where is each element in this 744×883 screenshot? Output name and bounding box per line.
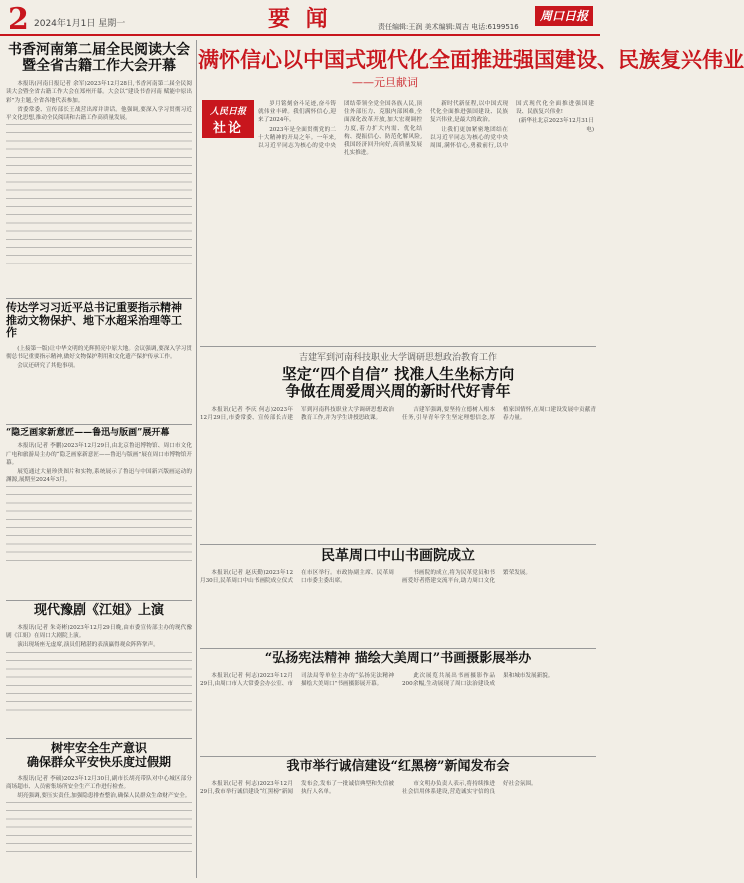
paragraph: 本报讯(记者 何志)2023年12月29日,由周口市人大常委会办公室、市司法局等单位主办的“弘扬宪法精神 描绘大美周口”书画摄影展开幕。 bbox=[200, 672, 394, 688]
divider bbox=[6, 298, 192, 299]
article-title: “弘扬宪法精神 描绘大美周口”书画摄影展举办 bbox=[264, 651, 532, 666]
article-reading-conference bbox=[6, 42, 192, 297]
article-body bbox=[6, 624, 192, 650]
article-safety-inspection bbox=[6, 742, 192, 878]
divider bbox=[200, 756, 596, 757]
divider bbox=[6, 424, 192, 425]
article-title: 现代豫剧《江姐》上演 bbox=[33, 603, 164, 618]
article-title-line-1: 坚定“四个自信” 找准人生坐标方向 bbox=[281, 365, 515, 383]
paragraph: 会议还研究了其他事项。 bbox=[17, 363, 79, 370]
left-column bbox=[6, 42, 192, 878]
article-body bbox=[200, 780, 596, 872]
page-date: 2024年1月1日 星期一 bbox=[34, 19, 126, 29]
article-title: “隐乏画家新意匠——鲁迅与版画”展开幕 bbox=[6, 428, 170, 438]
paragraph: (上接第一版)让中华文明的光辉照亮中原大地。会议强调,要深入学习贯彻总书记重要指示精神,做好文物保护利用和文化遗产保护传承工作。 bbox=[6, 345, 192, 361]
article-title: 我市举行诚信建设“红黑榜”新闻发布会 bbox=[286, 759, 510, 774]
article-body bbox=[200, 569, 596, 639]
article-body bbox=[200, 406, 596, 531]
badge-top-text: 人民日报 bbox=[209, 107, 246, 117]
text-column-filler bbox=[6, 652, 192, 712]
divider bbox=[200, 544, 596, 545]
article-title-line-2: 争做在周爱周兴周的新时代好青年 bbox=[285, 382, 511, 401]
article-directive-study bbox=[6, 302, 192, 422]
editorial-body bbox=[258, 100, 594, 340]
divider bbox=[200, 648, 596, 649]
section-title: 要 闻 bbox=[268, 6, 332, 32]
paragraph: 岁月铭刻奋斗足迹,奋斗铸就伟业丰碑。我们满怀信心,迎来了2024年。 bbox=[258, 101, 336, 124]
article-luxun-exhibition bbox=[6, 428, 192, 598]
paragraph: 演出现场座无虚席,演员们精湛的表演赢得观众阵阵掌声。 bbox=[17, 642, 159, 649]
article-title-line-1: 传达学习习近平总书记重要指示精神 bbox=[6, 301, 182, 314]
editorial-subtitle: ——元旦献词 bbox=[352, 76, 418, 89]
paragraph: 市文明办负责人表示,将持续推进社会信用体系建设,营造诚实守信的良好社会氛围。 bbox=[402, 780, 537, 796]
article-body bbox=[6, 80, 192, 122]
text-column-filler bbox=[6, 124, 192, 264]
paragraph: 本报讯(记者 何志)2023年12月29日,我市举行诚信建设“红黑榜”新闻发布会,发布了一批诚信典型和失信被执行人名单。 bbox=[200, 780, 394, 796]
paragraph: 本报讯(记者 朱奇彬)2023年12月29日晚,由市委宣传部主办的现代豫剧《江姐》在周口大剧院上演。 bbox=[6, 624, 192, 640]
paragraph: 展览通过大量珍贵图片和实物,系统展示了鲁迅与中国新兴版画运动的渊源,展期至2024年3月。 bbox=[6, 468, 192, 484]
peoples-daily-editorial-badge bbox=[202, 100, 254, 138]
article-body bbox=[6, 442, 192, 484]
editor-credits: 责任编辑:王润 美术编辑:周吉 电话:6199516 bbox=[378, 23, 519, 31]
text-column-filler bbox=[6, 802, 192, 852]
article-jiangjie-opera bbox=[6, 604, 192, 736]
article-body bbox=[6, 775, 192, 801]
text-column-filler bbox=[6, 486, 192, 566]
paragraph: 新时代新征程,以中国式现代化全面推进强国建设、民族复兴伟业,是最大的政治。 bbox=[430, 101, 508, 124]
article-title-line-1: 书香河南第二届全民阅读大会 bbox=[8, 42, 190, 58]
article-body bbox=[200, 672, 596, 748]
newspaper-logo: 周口日报 bbox=[535, 6, 593, 26]
editorial-credit: (新华社北京2023年12月31日电) bbox=[518, 118, 594, 133]
article-constitution-exhibition bbox=[200, 652, 596, 752]
paragraph: 2023年是全面贯彻党的二十大精神的开局之年。一年来,以习近平同志为核心的党中央团结带领全党全国各族人民,顶住外部压力、克服内部困难,全面深化改革开放,加大宏观调控力度,着力扩大内需、优化结构、提振信心、防范化解风险,我国经济回升向好,高质量发展扎实推进。 bbox=[258, 101, 422, 157]
divider bbox=[200, 346, 596, 347]
divider bbox=[6, 738, 192, 739]
article-calligraphy-academy bbox=[200, 548, 596, 644]
article-title-line-2: 暨全省古籍工作大会开幕 bbox=[22, 58, 176, 75]
badge-bottom-text: 社论 bbox=[212, 121, 243, 136]
column-divider bbox=[196, 40, 197, 878]
paragraph: 胡亮强调,要压实责任,加强隐患排查整治,确保人民群众生命财产安全。 bbox=[17, 793, 191, 799]
paragraph: 本报讯(记者 李庆 何志)2023年12月29日,市委常委、宣传部长吉建军到河南科技职业大学调研思想政治教育工作,并为学生讲授思政课。 bbox=[200, 406, 394, 421]
article-title-line-2: 确保群众平安快乐度过假期 bbox=[26, 754, 171, 769]
paragraph: 此次展览共展出书画摄影作品200余幅,生动展现了周口法治建设成果和城市发展新貌。 bbox=[402, 672, 554, 688]
editorial-headline: 满怀信心以中国式现代化全面推进强国建设、民族复兴伟业 bbox=[198, 47, 744, 72]
paragraph: 书画院的成立,将为民革党员和书画爱好者搭建交流平台,助力周口文化繁荣发展。 bbox=[402, 570, 531, 585]
paragraph: 本报讯(记者 李硕)2023年12月30日,副市长胡亮带队对中心城区部分商场超市、人员密集场所安全生产工作进行检查。 bbox=[6, 775, 192, 790]
paragraph: 本报讯(记者 李鹏)2023年12月29日,由北京鲁迅博物馆、周口市文化广电和旅游局主办的“隐乏画家新意匠——鲁迅与版画”展在周口市博物馆开幕。 bbox=[6, 443, 192, 466]
divider bbox=[6, 600, 192, 601]
paragraph: 本报讯(河南日报记者 余军)2023年12月28日,书香河南第二届全民阅读大会暨全省古籍工作大会在郑州开幕。大会以“建设书香河南 赋能中原出彩”为主题,全省各地代表参加。 bbox=[6, 81, 192, 104]
masthead bbox=[0, 0, 600, 36]
paragraph: 本报讯(记者 赵庆勤)2023年12月30日,民革周口中山书画院成立仪式在市区举行。市政协副主席、民革周口市委主委出席。 bbox=[200, 570, 394, 585]
article-ideological-education bbox=[200, 350, 596, 540]
article-body bbox=[6, 345, 192, 371]
article-title-line-2: 推动文物保护、地下水超采治理等工作 bbox=[6, 313, 182, 340]
paragraph: 省委常委、宣传部长王战营出席并讲话。他强调,要深入学习贯彻习近平文化思想,推动全民阅读和古籍工作高质量发展。 bbox=[6, 106, 192, 121]
paragraph: 吉建军强调,要坚持立德树人根本任务,引导青年学生坚定理想信念,厚植家国情怀,在周口建设发展中贡献青春力量。 bbox=[402, 406, 596, 421]
article-title-line-1: 树牢安全生产意识 bbox=[50, 741, 147, 755]
article-kicker: 吉建军到河南科技职业大学调研思想政治教育工作 bbox=[298, 353, 497, 363]
article-credit-list-press bbox=[200, 760, 596, 878]
page-number: 2 bbox=[8, 2, 29, 37]
paragraph: 让我们更加紧密地团结在以习近平同志为核心的党中央周围,满怀信心,勇毅前行,以中国式现代化全面推进强国建设、民族复兴伟业! bbox=[430, 101, 594, 150]
article-title: 民革周口中山书画院成立 bbox=[321, 548, 475, 564]
